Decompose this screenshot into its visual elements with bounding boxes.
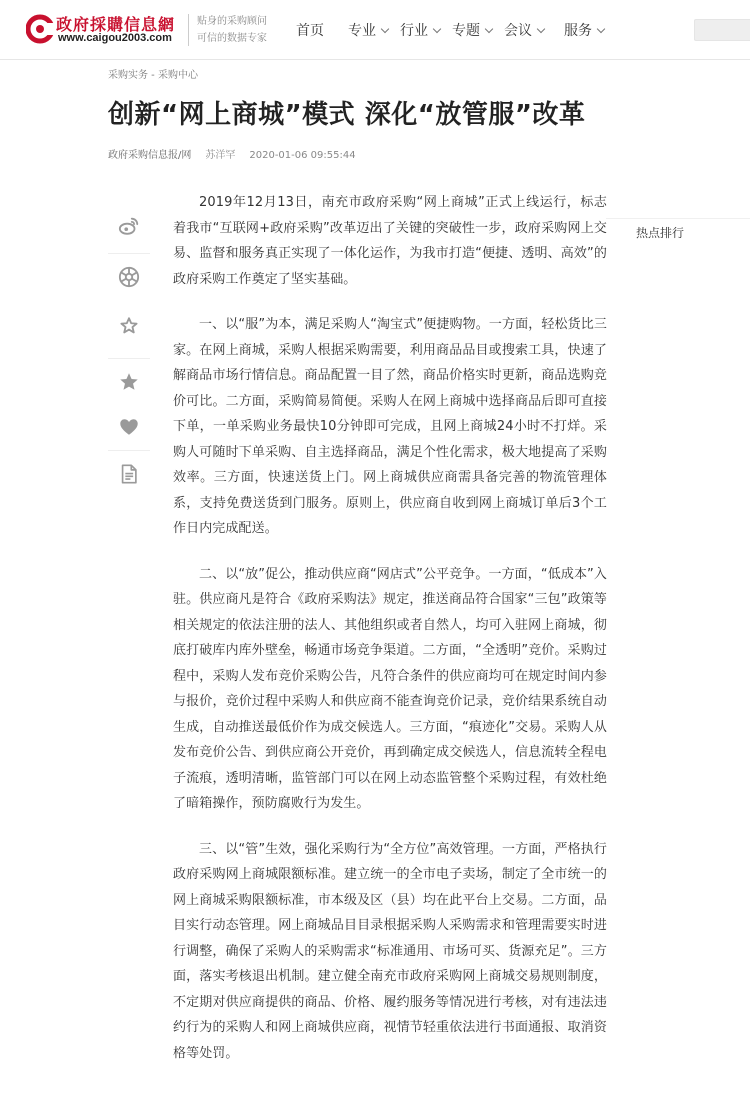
nav-topics[interactable] (452, 20, 492, 40)
favorite-button[interactable] (108, 358, 150, 404)
nav-professional[interactable] (348, 20, 388, 40)
nav-meetings-label: 会议 (504, 23, 532, 39)
nav-services-label: 服务 (564, 23, 592, 39)
chevron-down-icon (597, 25, 605, 33)
like-button[interactable] (108, 404, 150, 450)
article-title: 创新“网上商城”模式 深化“放管服”改革 (108, 100, 586, 130)
nav-industry-label: 行业 (400, 23, 428, 39)
moments-icon (118, 266, 140, 288)
weibo-icon (118, 215, 140, 237)
search-input[interactable] (694, 19, 750, 41)
slogan (197, 13, 267, 47)
nav-professional-label: 专业 (348, 23, 376, 39)
nav-industry[interactable] (400, 20, 440, 40)
sidebar-divider (606, 218, 750, 219)
share-moments-button[interactable] (108, 253, 150, 299)
chevron-down-icon (537, 25, 545, 33)
hot-ranking-title: 热点排行 (636, 226, 685, 240)
site-header (0, 0, 750, 60)
breadcrumb[interactable]: 采购实务 - 采购中心 (108, 70, 198, 81)
nav-home-label: 首页 (296, 23, 324, 39)
chevron-down-icon (381, 25, 389, 33)
logo-url: www.caigou2003.com (58, 32, 172, 44)
share-qzone-button[interactable] (108, 303, 150, 349)
article-author: 苏洋罕 (205, 150, 236, 161)
article-source: 政府采购信息报/网 (108, 150, 192, 161)
article-paragraph: 一、以“服”为本，满足采购人“淘宝式”便捷购物。一方面，轻松货比三家。在网上商城，采购人根据采购需要，利用商品品目或搜索工具，快速了解商品市场行情信息。商品配置一目了然，商品价格实时更新，商品选购竞价可比。二方面，采购简易简便。采购人在网上商城中选择商品后即可直接下单，一单采购业务最快10分钟即可完成，且网上商城24小时不打烊。采购人可随时下单采购、自主选择商品，满足个性化需求，极大地提高了采购效率。三方面，快速送货上门。网上商城供应商需具备完善的物流管理体系，支持免费送货到门服务。原则上，供应商自收到网上商城订单后3个工作日内完成配送。 (173, 317, 607, 536)
star-icon (118, 371, 140, 393)
article-body (173, 190, 607, 1086)
nav-services[interactable] (564, 20, 604, 40)
slogan-divider (188, 14, 189, 46)
article-paragraph: 2019年12月13日，南充市政府采购“网上商城”正式上线运行，标志着我市“互联网+政府采购”改革迈出了关键的突破性一步，政府采购网上交易、监督和服务真正实现了一体化运作，为我市打造“便捷、透明、高效”的政府采购工作奠定了坚实基础。 (173, 195, 607, 287)
logo-name: 政府採購信息網 (56, 15, 176, 34)
nav-topics-label: 专题 (452, 23, 480, 39)
nav-home[interactable] (296, 20, 324, 40)
heart-icon (118, 416, 140, 438)
nav-meetings[interactable] (504, 20, 544, 40)
slogan-line-2: 可信的数据专家 (197, 33, 267, 44)
star-outline-icon (118, 315, 140, 337)
slogan-line-1: 贴身的采购顾问 (197, 16, 267, 27)
chevron-down-icon (485, 25, 493, 33)
site-logo[interactable] (26, 12, 176, 48)
article-paragraph: 三、以“管”生效，强化采购行为“全方位”高效管理。一方面，严格执行政府采购网上商城限额标准。建立统一的全市电子卖场，制定了全市统一的网上商城采购限额标准，市本级及区（县）均在此平台上交易。二方面，品目实行动态管理。网上商城品目目录根据采购人采购需求和管理需要实时进行调整，确保了采购人的采购需求“标准通用、市场可买、货源充足”。三方面，落实考核退出机制。建立健全南充市政府采购网上商城交易规则制度，不定期对供应商提供的商品、价格、履约服务等情况进行考核，对有违法违约行为的采购人和网上商城供应商，视情节轻重依法进行书面通报、取消资格等处罚。 (173, 841, 607, 1061)
share-weibo-button[interactable] (108, 203, 150, 249)
article-meta (108, 146, 356, 161)
print-button[interactable] (108, 450, 150, 496)
article-date: 2020-01-06 09:55:44 (249, 150, 356, 161)
article-paragraph: 二、以“放”促公，推动供应商“网店式”公平竞争。一方面，“低成本”入驻。供应商凡是符合《政府采购法》规定，推送商品符合国家“三包”政策等相关规定的依法注册的法人、其他组织或者自然人，均可入驻网上商城，彻底打破库内库外壁垒，畅通市场竞争渠道。二方面，“全透明”竞价。采购过程中，采购人发布竞价采购公告，凡符合条件的供应商均可在规定时间内参与报价，竞价过程中采购人和供应商不能查询竞价记录，竞价结果系统自动生成，自动推送最低价作为成交候选人。三方面，“痕迹化”交易。采购人从发布竞价公告、到供应商公开竞价，再到确定成交候选人，信息流转全程电子流痕，透明清晰，监管部门可以在网上动态监管整个采购过程，有效杜绝了暗箱操作，预防腐败行为发生。 (173, 566, 607, 811)
document-icon (118, 463, 140, 485)
chevron-down-icon (433, 25, 441, 33)
logo-mark-icon (26, 14, 56, 44)
